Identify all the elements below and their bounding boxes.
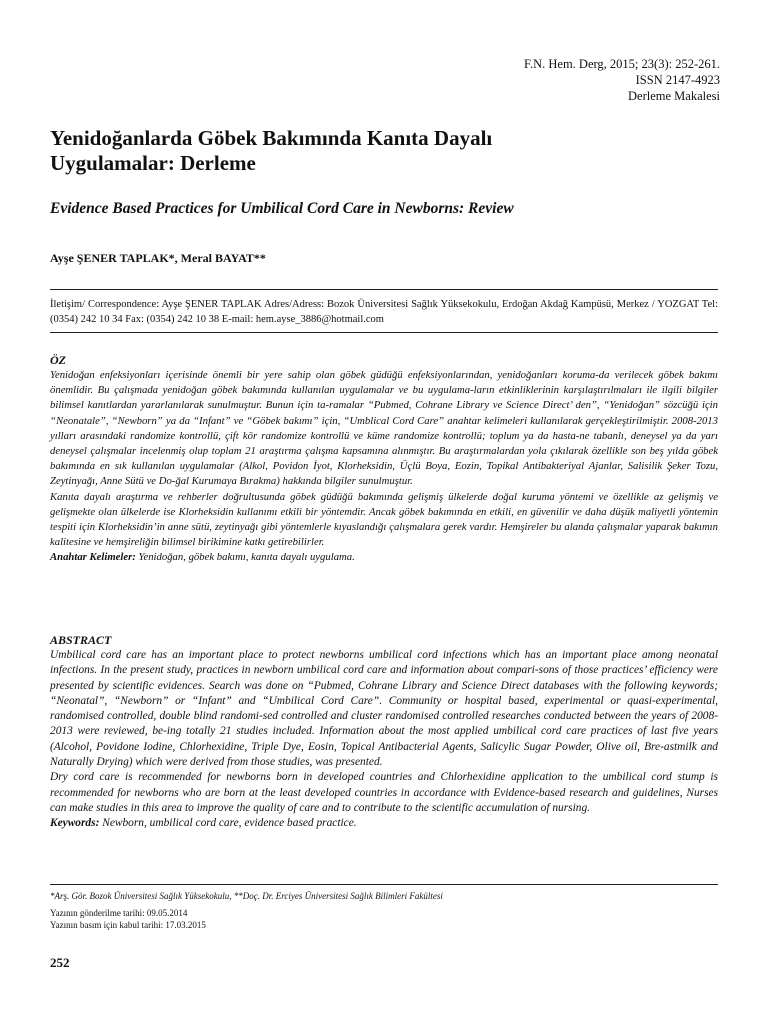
title-line-1: Yenidoğanlarda Göbek Bakımında Kanıta Dayalı xyxy=(50,126,493,150)
oz-section xyxy=(50,368,718,566)
page-number: 252 xyxy=(50,955,70,970)
journal-issn: ISSN 2147-4923 xyxy=(635,73,720,87)
abstract-section xyxy=(50,648,718,832)
oz-keywords-label: Anahtar Kelimeler: xyxy=(50,551,136,564)
oz-keywords xyxy=(50,550,718,565)
title-line-2: Uygulamalar: Derleme xyxy=(50,151,256,175)
correspondence: İletişim/ Correspondence: Ayşe ŞENER TAPLAK Adres/Adress: Bozok Üniversitesi Sağlık Yüksekokulu, Erdoğan Akdağ Kampüsü, Merkez / YOZGAT Tel: (0354) 242 10 34 Fax: (0354) 242 10 38 E-mail: hem.ayse_3886@hotmail.com xyxy=(50,299,718,325)
abstract-heading: ABSTRACT xyxy=(50,633,112,647)
abstract-keywords-label: Keywords: xyxy=(50,817,100,830)
article-title xyxy=(50,126,730,176)
divider-bottom xyxy=(50,332,718,333)
oz-paragraph-2: Kanıta dayalı araştırma ve rehberler doğrultusunda göbek güdüğü bakımında gelişmiş ülkelerde doğal kuruma yöntemi ve özellikle az gelişmiş ve gelişmekte olan ülkelerde ise Klorheksidin kullanımı etkili bir yöntemdir. Ancak göbek bakımında en etkili, en güvenilir ve daha düşük maliyetli yöntemin tespiti için Klorheksidin’in anne sütü, zeytinyağı gibi yöntemlerle kıyaslandığı çalışmalara gerek vardır. Hemşireler bu alanda çalışmalar yaparak bakımın kalitesine ve hemşireliğin bilimsel birikimine katkı getirebilirler. xyxy=(50,490,718,549)
oz-paragraph-1: Yenidoğan enfeksiyonları içerisinde önemli bir yere sahip olan göbek güdüğü enfeksiyonlarından, yenidoğanları koruma-da verilecek göbek bakımı önemlidir. Bu çalışmada yenidoğan göbek bakımında kullanılan uygulamalar ve bu uygulama-ların etkinliklerinin karşılaştırılmaları ile ilgili bilgiler bilimsel kanıtlardan yararlanılarak sunulmuştur. Bunun için ta-ramalar “Pubmed, Cohrane Library ve Science Direct’ den”, “Yenidoğan” sözcüğü için “Neonatale”, “Newborn” ya da “Infant” ve “Göbek bakımı” için, “Umblical Cord Care” anahtar kelimeleri kullanılarak gerçekleştirilmiştir. 2008-2013 yılları arasındaki randomize kontrollü, çift kör randomize kontrollü ve küme randomize kontrollü; toplum ya da hasta-ne tabanlı, deneysel ya da yarı deneysel çalışmalar incelenmiş olup toplam 21 araştırma çalışma kapsamına alınmıştır. Bu araştırmalardan yola çıkılarak özellikle son beş yılda göbek bakımında en sık kullanılan uygulamalar (Alkol, Povidon İyot, Klorheksidin, Üçlü Boya, Eozin, Topikal Antibakteriyal Ajanlar, Salisilik Şeker Tozu, Zeytinyağı, Anne Sütü ve Do-ğal Kurumaya Bırakma) hakkında bilgiler sunulmuştur. xyxy=(50,369,718,488)
journal-citation: F.N. Hem. Derg, 2015; 23(3): 252-261. xyxy=(524,57,720,71)
divider-top xyxy=(50,289,718,290)
affiliations: *Arş. Gör. Bozok Üniversitesi Sağlık Yüksekokulu, **Doç. Dr. Erciyes Üniversitesi Sağlık Bilimleri Fakültesi xyxy=(50,891,443,901)
authors: Ayşe ŞENER TAPLAK*, Meral BAYAT** xyxy=(50,251,266,265)
abstract-paragraph-1: Umbilical cord care has an important place to protect newborns umbilical cord infections which has an important place among neonatal infections. In the present study, practices in newborn umbilical cord care and information about compari-sons of those practices’ efficiency were presented by scientific evidences. Search was done on “Pubmed, Cohrane Library and Science Direct databases with the following keywords; “Neonatal”, “Newborn” or “Infant” and “Umbilical Cord Care”. Community or hospital based, experimental or quasi-experimental, randomised controlled, double blind randomi-sed controlled and cluster randomised controlled researches conducted between the years of 2008-2013 were reviewed, be-ing totally 21 studies included. Information about the most applied umbilical cord care practices of last five years (Alcohol, Povidone Iodine, Chlorhexidine, Triple Dye, Eosin, Topical Antibacterial Agents, Salicylic Sugar Powder, Olive oil, Bre-astmilk and Naturally Drying) which were derived from those studies, was presented. xyxy=(50,649,718,769)
oz-keywords-text: Yenidoğan, göbek bakımı, kanıta dayalı uygulama. xyxy=(138,551,355,564)
accepted-date: Yazının basım için kabul tarihi: 17.03.2015 xyxy=(50,920,206,930)
article-type: Derleme Makalesi xyxy=(628,89,720,103)
oz-heading: ÖZ xyxy=(50,353,66,367)
footer-notes xyxy=(50,890,718,931)
journal-info xyxy=(524,56,720,104)
article-subtitle: Evidence Based Practices for Umbilical Cord Care in Newborns: Review xyxy=(50,200,514,217)
footer-divider xyxy=(50,884,718,885)
abstract-keywords xyxy=(50,816,718,831)
submitted-date: Yazının gönderilme tarihi: 09.05.2014 xyxy=(50,908,188,918)
abstract-paragraph-2: Dry cord care is recommended for newborns born in developed countries and Chlorhexidine application to the umbilical cord stump is recommended for newborns who are born at the least developed countries in accordance with Evidence-based research and guidelines, Nurses can make studies in this area to improve the quality of care and to contribute to the scientific accumulation of nursing. xyxy=(50,771,718,814)
abstract-keywords-text: Newborn, umbilical cord care, evidence based practice. xyxy=(102,817,357,830)
